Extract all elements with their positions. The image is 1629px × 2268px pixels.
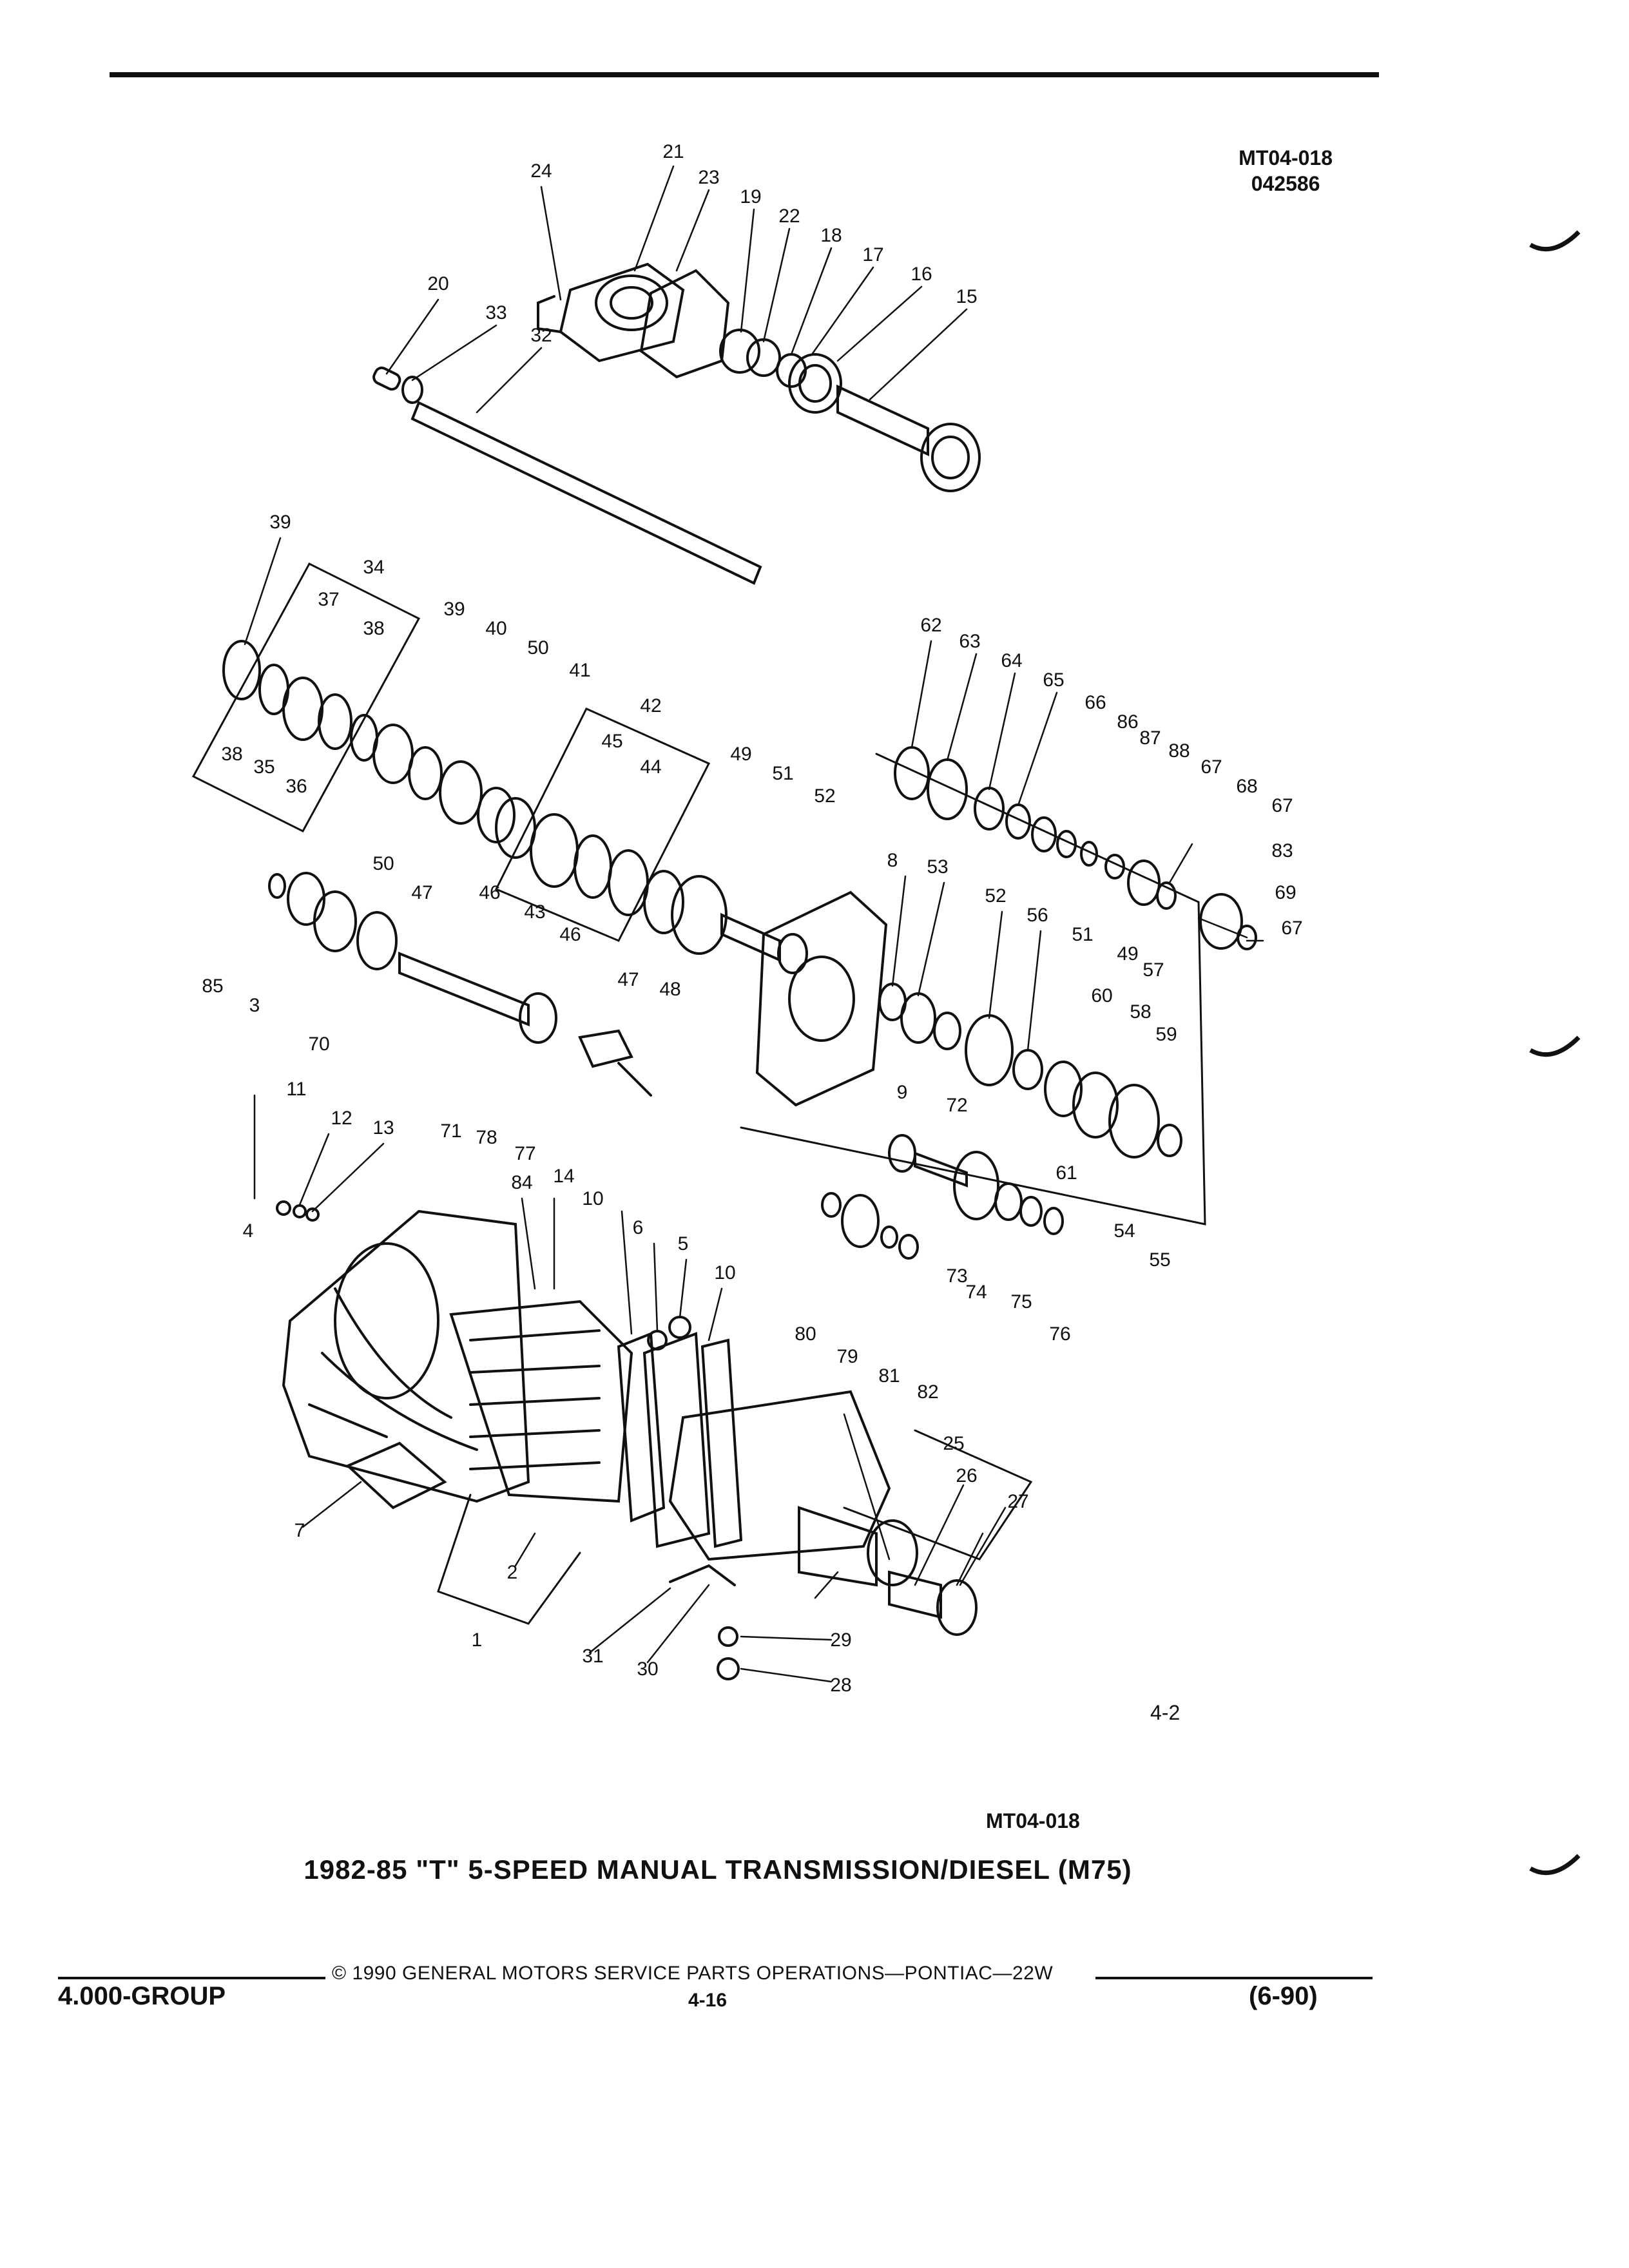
leader-lines (242, 166, 1263, 1682)
callout-label: 59 (1155, 1024, 1177, 1045)
input-shaft-part (838, 387, 928, 454)
input-gear-hub-part (932, 437, 969, 478)
callout-label: 66 (1084, 692, 1106, 713)
callout-label: 52 (814, 785, 836, 807)
margin-mark-3 (1527, 1849, 1585, 1888)
synchronizer-cluster-middle (496, 798, 807, 973)
figure-title-text: 1982-85 "T" 5-SPEED MANUAL TRANSMISSION/DIESEL (M75) (304, 1854, 1132, 1885)
callout-label: 74 (965, 1282, 987, 1303)
callout-label: 81 (878, 1365, 900, 1387)
callout-label: 69 (1275, 882, 1296, 903)
footer-rule-left (58, 1977, 325, 1979)
counter-fifth-gear-series (889, 1135, 1063, 1234)
copyright-line: © 1990 GENERAL MOTORS SERVICE PARTS OPERATIONS—PONTIAC—22W (332, 1963, 1054, 1984)
callout-label: 22 (778, 206, 800, 227)
serial-number: 042586 (1251, 172, 1320, 195)
callout-label: 77 (514, 1143, 536, 1164)
plate-bore-part (789, 957, 854, 1041)
callout-label: 44 (640, 756, 662, 778)
callout-label: 26 (956, 1465, 978, 1486)
callout-label: 67 (1200, 756, 1222, 778)
page-number: 4-16 (688, 1990, 728, 2011)
callout-label: 13 (372, 1117, 394, 1139)
input-gear-part (921, 424, 979, 491)
callout-label: 10 (582, 1188, 604, 1209)
callout-label: 16 (911, 264, 932, 285)
callout-label: 43 (524, 901, 546, 923)
bushing-part (889, 1572, 941, 1617)
callout-label: 39 (269, 512, 291, 533)
synchronizer-cluster-left (224, 641, 514, 842)
seal-part (938, 1581, 976, 1635)
callout-label: 24 (530, 160, 552, 182)
callout-label: 55 (1149, 1249, 1171, 1271)
callout-label: 50 (527, 637, 549, 658)
group-bracket-1 (438, 1495, 580, 1624)
callout-label: 65 (1043, 669, 1065, 691)
callout-label: 62 (920, 615, 942, 636)
callout-label: 75 (1010, 1291, 1032, 1312)
callout-label: 85 (202, 975, 224, 997)
nut-lower-part (718, 1658, 738, 1679)
callout-label: 40 (485, 618, 507, 639)
callout-label: 41 (569, 660, 591, 681)
callout-label: 33 (485, 302, 507, 323)
bracket-part (670, 1566, 735, 1585)
bearing-inner-part (800, 365, 831, 401)
center-support-plate-part (757, 892, 886, 1105)
callout-label: 82 (917, 1381, 939, 1403)
reverse-idler-series (822, 1193, 918, 1258)
snap-ring-part (720, 330, 759, 372)
callout-label: 2 (506, 1562, 518, 1583)
callout-label: 70 (308, 1033, 330, 1055)
callout-label: 76 (1049, 1323, 1071, 1345)
callout-label: 86 (1117, 711, 1139, 733)
diagram-parts (193, 166, 1263, 1682)
figure-title (0, 1854, 1629, 1885)
callout-label: 14 (553, 1166, 575, 1187)
callout-label: 52 (985, 885, 1007, 907)
callout-label: 1 (471, 1629, 483, 1651)
callout-label: 46 (559, 924, 581, 945)
extension-housing-part (538, 264, 683, 361)
callout-label: 78 (476, 1127, 497, 1148)
callout-label: 45 (601, 731, 623, 752)
callout-label: 31 (582, 1646, 604, 1667)
callout-label: 50 (372, 853, 394, 874)
callout-label: 12 (331, 1108, 352, 1129)
figure-code-header: MT04-018 (1239, 146, 1333, 169)
callout-label: 79 (836, 1346, 858, 1367)
callout-label: 61 (1055, 1162, 1077, 1184)
callout-label: 67 (1271, 795, 1293, 816)
callout-label: 48 (659, 979, 681, 1000)
callout-label: 39 (443, 599, 465, 620)
callout-label: 51 (1072, 924, 1094, 945)
callout-label: 28 (830, 1675, 852, 1696)
callout-label: 25 (943, 1433, 965, 1454)
callout-label: 27 (1007, 1491, 1029, 1512)
cover-plate-part (348, 1443, 445, 1508)
callout-label: 20 (427, 273, 449, 294)
callout-label: 29 (830, 1629, 852, 1651)
callout-label: 34 (363, 557, 385, 578)
callout-label: 10 (714, 1262, 736, 1283)
bolt-part (277, 1202, 290, 1215)
callout-label: 15 (956, 286, 978, 307)
callout-label: 3 (249, 995, 260, 1016)
callout-label: 63 (959, 631, 981, 652)
washer-small-part (294, 1206, 305, 1217)
callout-label: 72 (946, 1095, 968, 1116)
callout-label: 21 (662, 141, 684, 162)
adapter-plate-part (619, 1334, 664, 1521)
callout-label: 51 (772, 763, 794, 784)
callout-label: 19 (740, 186, 762, 207)
callout-label: 7 (294, 1520, 305, 1541)
callout-label: 23 (698, 167, 720, 188)
callout-label: 67 (1281, 918, 1303, 939)
callout-label: 88 (1168, 740, 1190, 762)
callout-label: 18 (820, 225, 842, 246)
callout-label: 87 (1139, 727, 1161, 749)
callout-label: 54 (1113, 1220, 1135, 1242)
revision-date: (6-90) (1249, 1982, 1318, 2010)
counter-washer-part (269, 874, 285, 898)
callout-label: 36 (285, 776, 307, 797)
callout-label: 53 (927, 856, 949, 878)
drain-plug-part (670, 1317, 690, 1338)
callout-label: 80 (795, 1323, 816, 1345)
callout-label: 57 (1142, 959, 1164, 981)
callout-label: 37 (318, 589, 340, 610)
callout-label: 68 (1236, 776, 1258, 797)
callout-label: 35 (253, 756, 275, 778)
callout-label: 38 (363, 618, 385, 639)
callout-label: 60 (1091, 985, 1113, 1006)
callout-label: 38 (221, 744, 243, 765)
callout-label: 17 (862, 244, 884, 265)
callout-label: 47 (411, 882, 433, 903)
footer-rule-right (1095, 1977, 1373, 1979)
callout-label: 56 (1027, 905, 1048, 926)
group-label: 4.000-GROUP (58, 1982, 226, 2010)
figure-code: MT04-018 (986, 1809, 1080, 1832)
figure-revision-note: 4-2 (1150, 1701, 1181, 1724)
washer-part (747, 340, 780, 376)
clutch-housing-part (284, 1211, 528, 1501)
callout-label: 6 (632, 1217, 644, 1238)
callout-label: 73 (946, 1265, 968, 1287)
callout-label: 46 (479, 882, 501, 903)
callout-label: 9 (896, 1082, 908, 1103)
callout-label: 83 (1271, 840, 1293, 861)
callout-label: 49 (1117, 943, 1139, 965)
transmission-case-part (451, 1302, 631, 1501)
pilot-bearing-part (372, 366, 402, 392)
washer-lower-part (719, 1628, 737, 1646)
callout-label: 32 (530, 325, 552, 346)
margin-mark-1 (1527, 226, 1585, 264)
main-shaft-part (412, 403, 760, 583)
callout-label: 8 (887, 850, 898, 871)
callout-label: 58 (1130, 1001, 1152, 1023)
callout-label: 84 (511, 1172, 533, 1193)
callout-label: 11 (286, 1079, 307, 1100)
callout-label: 64 (1001, 650, 1023, 671)
callout-label: 42 (640, 695, 662, 716)
callout-label: 47 (617, 969, 639, 990)
callout-label: 71 (440, 1120, 462, 1142)
callout-label: 4 (242, 1220, 254, 1242)
callout-labels (202, 141, 1302, 1696)
margin-mark-2 (1527, 1031, 1585, 1070)
callout-label: 5 (677, 1233, 689, 1254)
bearing-part (789, 354, 841, 412)
callout-label: 30 (637, 1658, 659, 1680)
callout-label: 49 (730, 744, 752, 765)
shift-plate-part (580, 1031, 651, 1095)
